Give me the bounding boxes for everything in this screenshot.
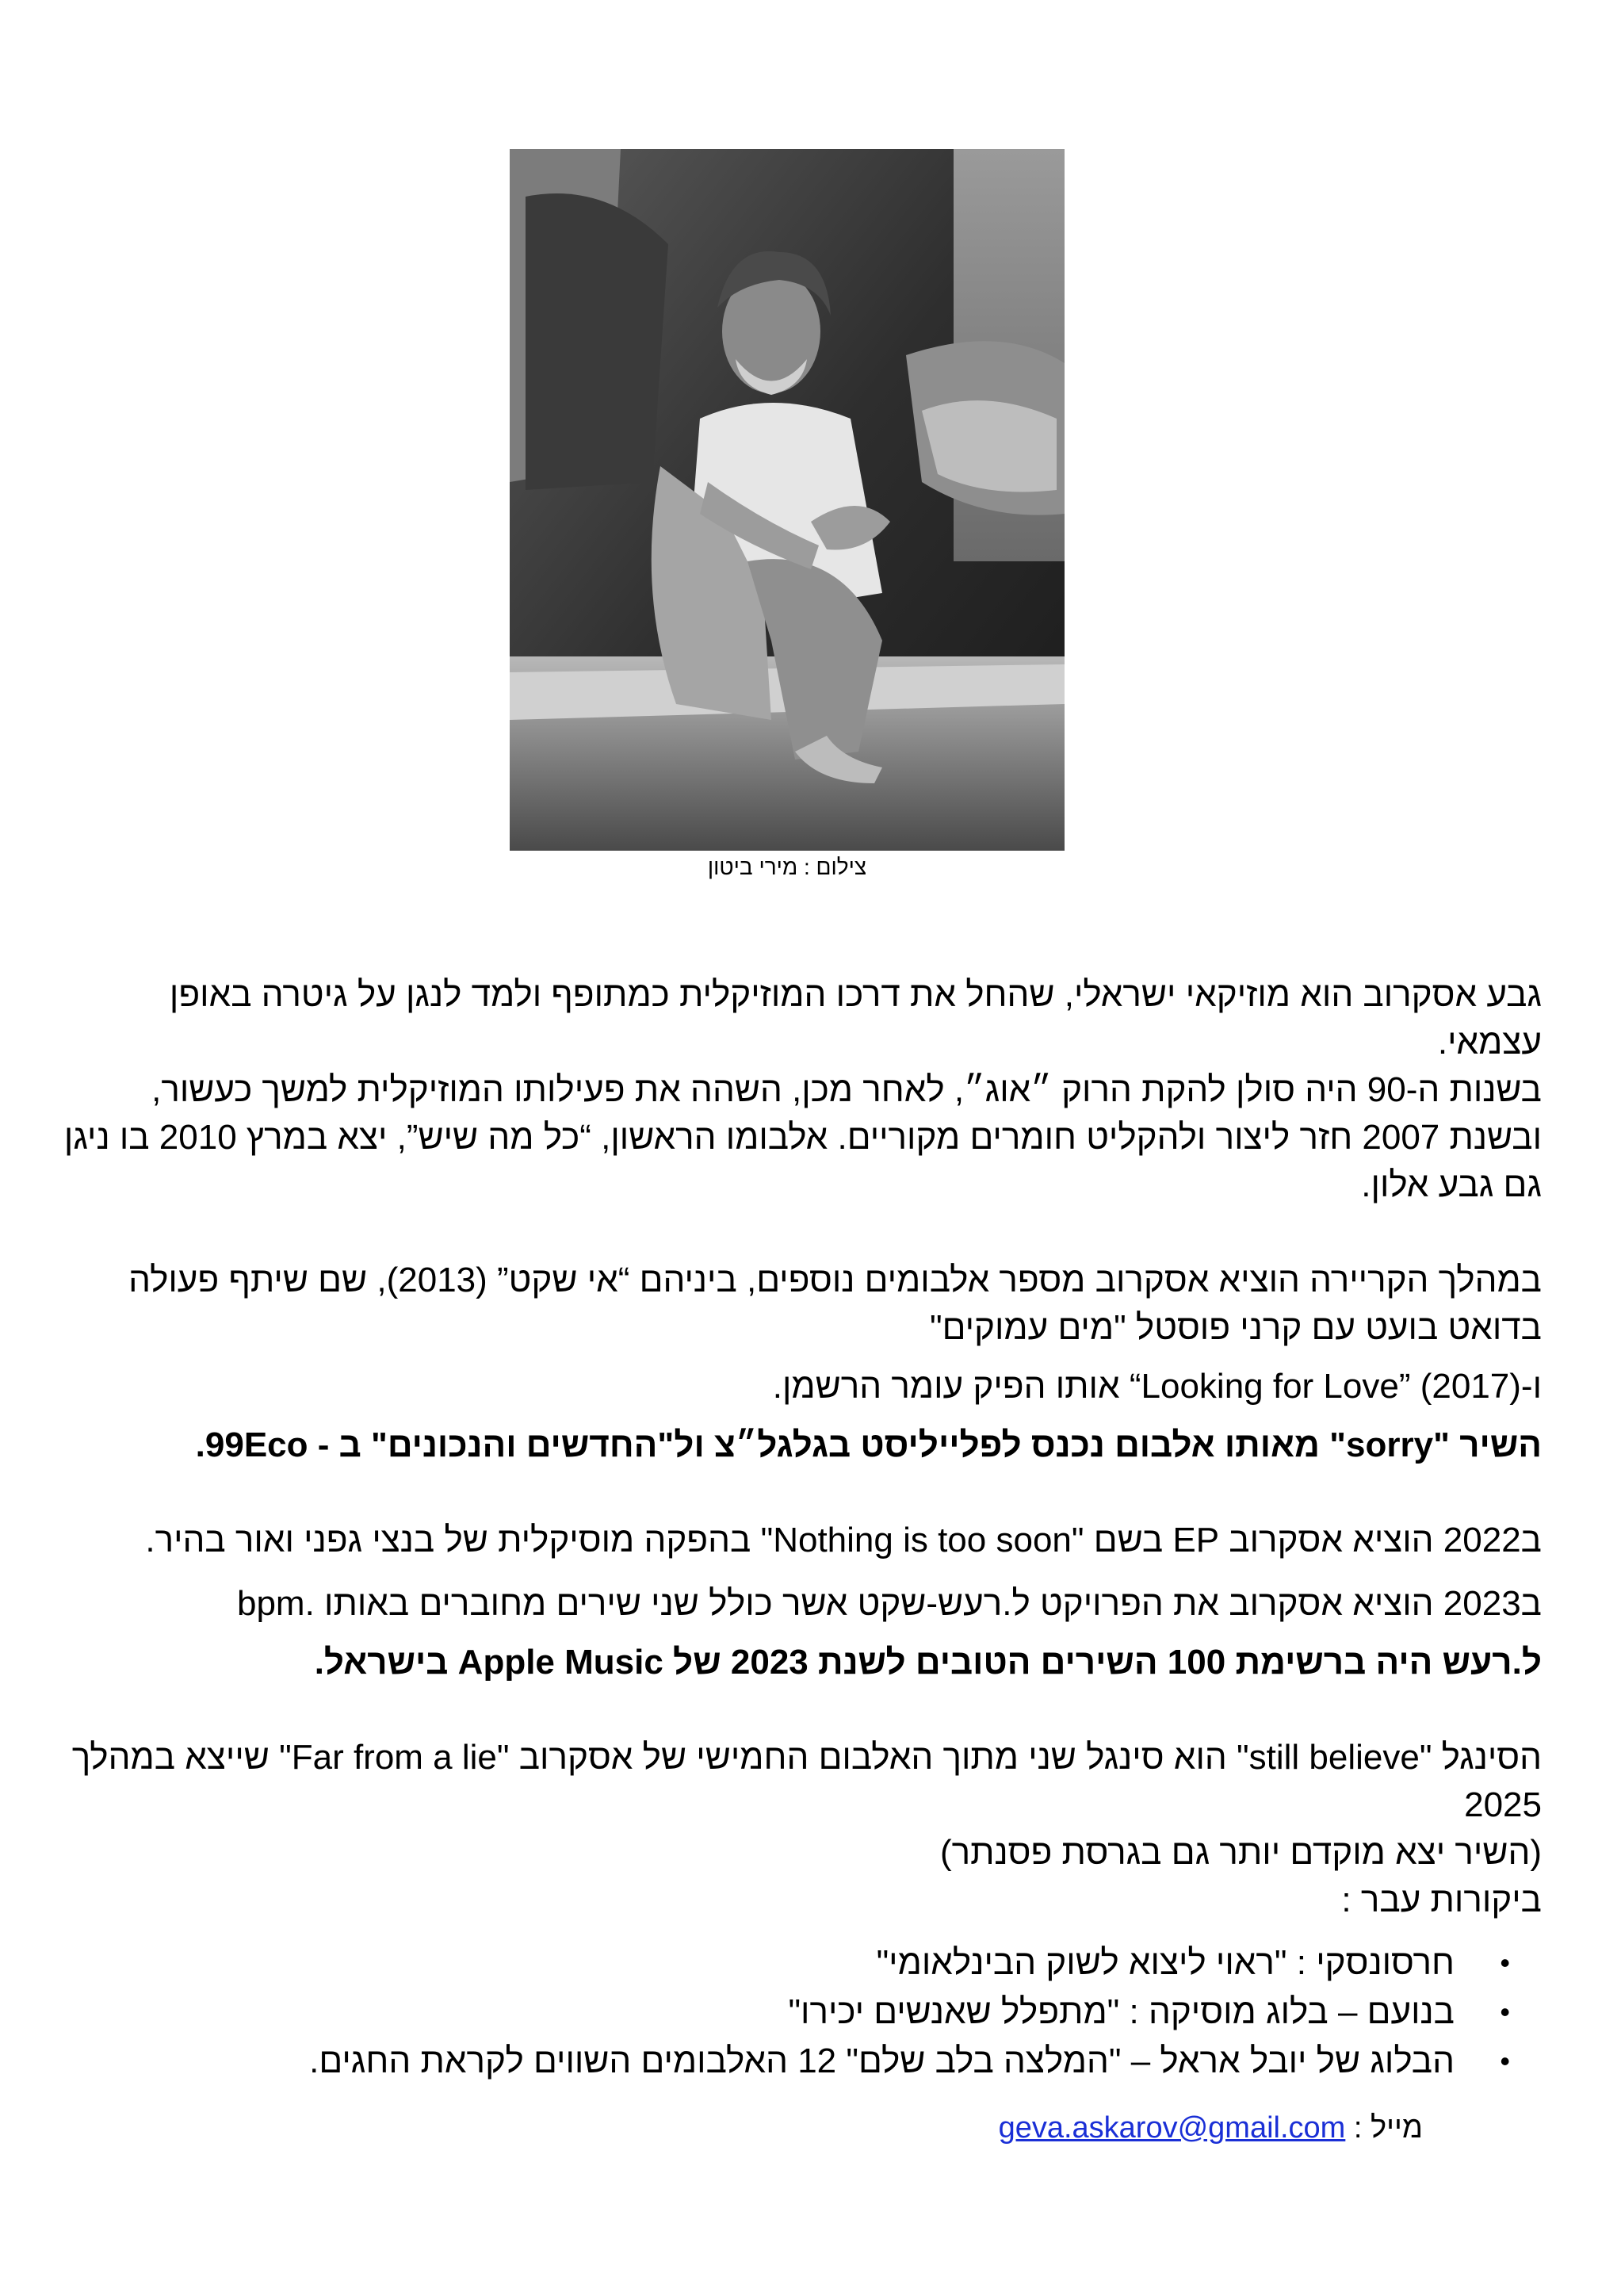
bio-paragraph-project-2023: ב2023 הוציא אסקרוב את הפרויקט ל.רעש-שקט אשר כולל שני שירים מחוברים באותו .bpm	[236, 1584, 1542, 1623]
bio-paragraph-apple-music: ל.רעש היה ברשימת 100 השירים הטובים לשנת 2023 של Apple Music בישראל.	[314, 1643, 1542, 1682]
reviews-list	[63, 1938, 1542, 2086]
review-item: • בנועם – בלוג מוסיקה : "מתפלל שאנשים יכירו"	[63, 1988, 1455, 2037]
bio-paragraph-sorry-highlight: השיר "sorry" מאותו אלבום נכנס לפלייליסט בגלגל״צ ול"החדשים והנכונים" ב - 99Eco.	[195, 1425, 1542, 1464]
contact-row	[999, 2111, 1423, 2145]
email-link[interactable]: geva.askarov@gmail.com	[998, 2111, 1346, 2145]
bullet-icon: •	[1500, 1946, 1510, 1979]
bio-paragraph-ep-2022: ב2022 הוציא אסקרוב EP בשם "Nothing is too soon" בהפקה מוסיקלית של בנצי גפני ואור בהיר.	[145, 1521, 1542, 1559]
bio-text	[63, 971, 1542, 2086]
bio-paragraph-albums: במהלך הקריירה הוציא אסקרוב מספר אלבומים נוספים, ביניהם “אי שקט” (2013), שם שיתף פעולה בדואט בועט עם קרני פוסטל "מים עמוקים"	[128, 1261, 1542, 1347]
bio-paragraph-nineties: בשנות ה-90 היה סולן להקת הרוק ״אוג״, לאחר מכן, השהה את פעילותו המוזיקלית למשך כעשור, ובשנת 2007 חזר ליצור ולהקליט חומרים מקוריים. אלבומו הראשון, “כל מה שיש”, יצא במרץ 2010 בו ניגן גם גבע אלון.	[63, 1070, 1542, 1204]
contact-label: מייל :	[1353, 2111, 1423, 2145]
bio-paragraph-looking-for-love: ו-(2017) ”Looking for Love“ אותו הפיק עומר הרשמן.	[772, 1367, 1542, 1406]
portrait-photo	[510, 149, 1065, 851]
portrait-photo-graphic	[510, 149, 1065, 851]
review-item: • הבלוג של יובל אראל – "המלצה בלב שלם" 12 האלבומים השווים לקראת החגים.	[63, 2037, 1455, 2086]
reviews-heading: ביקורות עבר :	[1341, 1881, 1542, 1919]
bio-paragraph-piano-version: (השיר יצא מוקדם יותר גם בגרסת פסנתר)	[939, 1833, 1542, 1872]
bullet-icon: •	[1500, 1996, 1510, 2028]
review-item: • חרסונסקי : "ראוי ליצוא לשוק הבינלאומי"	[63, 1938, 1455, 1988]
photo-credit-caption: צילום : מירי ביטון	[707, 855, 867, 879]
bio-paragraph-intro: גבע אסקרוב הוא מוזיקאי ישראלי, שהחל את דרכו המוזיקלית כמתופף ולמד לנגן על גיטרה באופן עצמאי.	[169, 975, 1542, 1062]
bullet-icon: •	[1500, 2045, 1510, 2077]
bio-paragraph-single: הסינגל "still believe" הוא סינגל שני מתוך האלבום החמישי של אסקרוב "Far from a lie" שייצא במהלך 2025	[71, 1738, 1542, 1824]
